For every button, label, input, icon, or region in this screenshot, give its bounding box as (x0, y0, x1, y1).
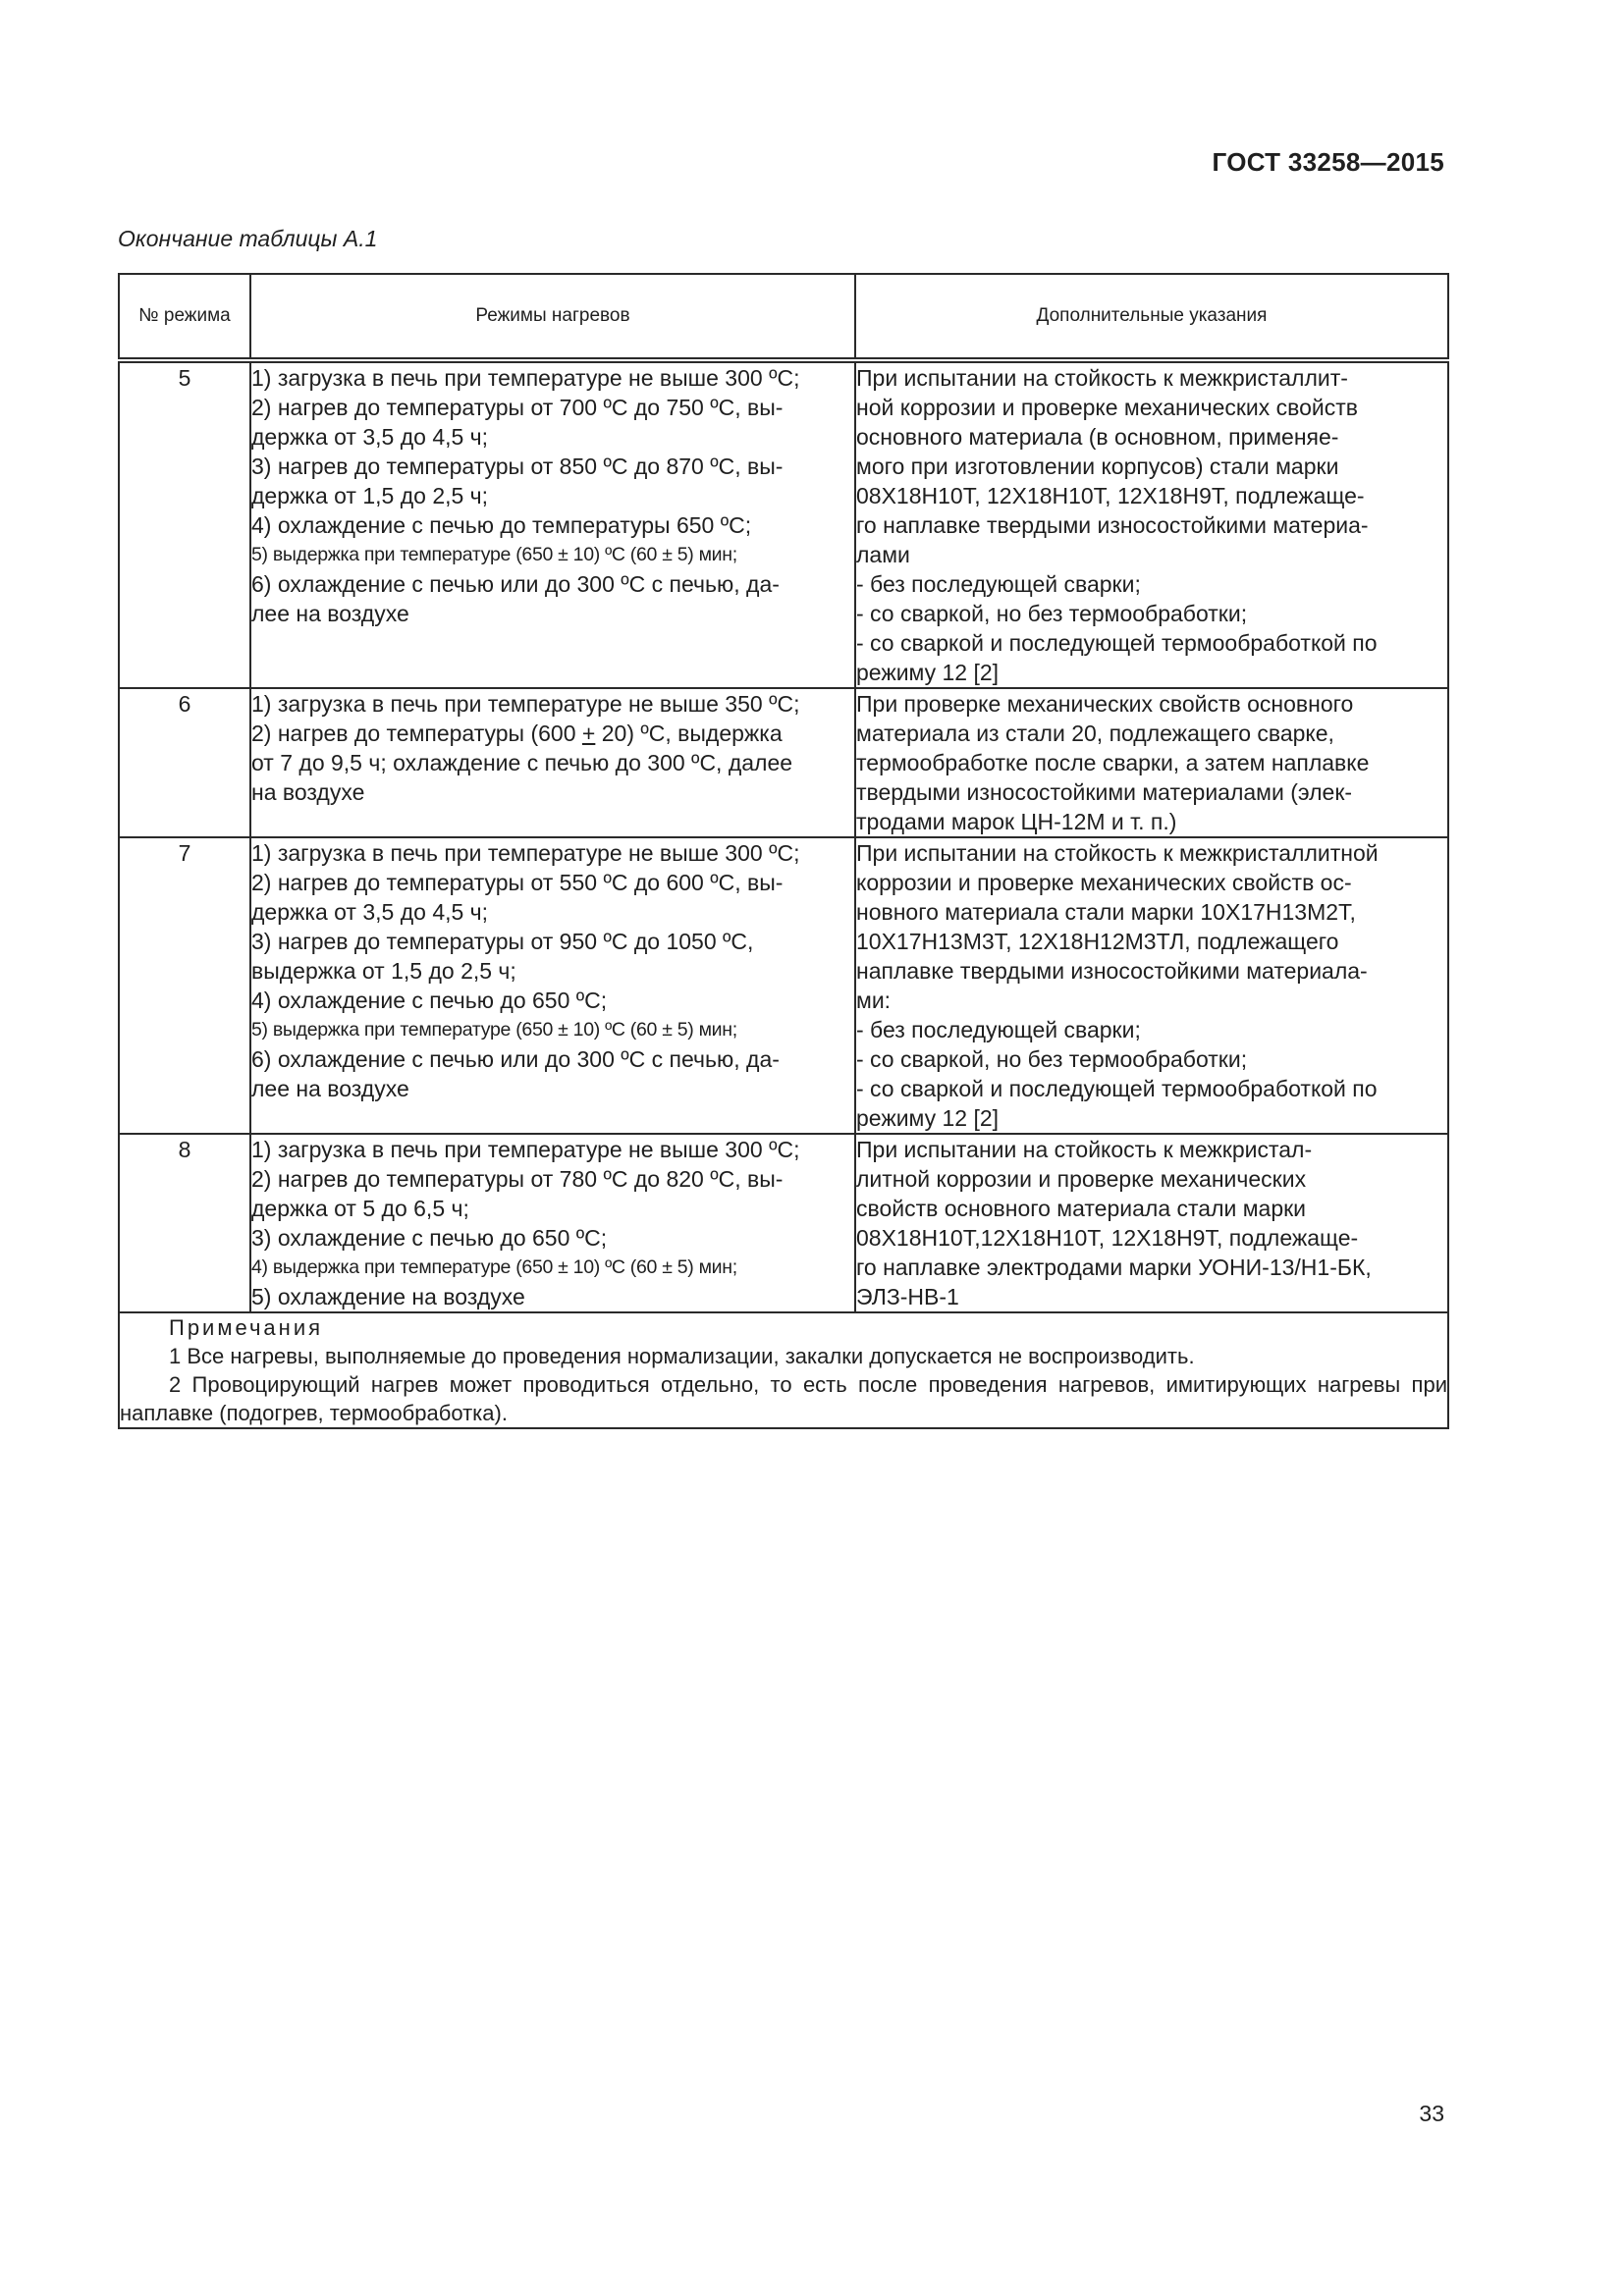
modes-line: 5) выдержка при температуре (650 ± 10) ºС (60 ± 5) мин; (251, 1019, 737, 1041)
column-header-notes: Дополнительные указания (855, 274, 1448, 360)
modes-line: от 7 до 9,5 ч; охлаждение с печью до 300 ºС, далее (251, 750, 793, 775)
modes-line: 3) нагрев до температуры от 950 ºС до 1050 ºС, (251, 929, 754, 954)
notes-line: коррозии и проверке механических свойств ос- (856, 870, 1352, 895)
modes-line-text: 20) ºС, выдержка (595, 721, 783, 746)
remarks-cell (119, 1312, 1448, 1428)
notes-line: При проверке механических свойств основного (856, 691, 1354, 717)
modes-line: держка от 1,5 до 2,5 ч; (251, 483, 489, 508)
modes-line: 4) охлаждение с печью до температуры 650 ºС; (251, 512, 752, 538)
modes-line: 1) загрузка в печь при температуре не выше 300 ºС; (251, 365, 800, 391)
notes-line: твердыми износостойкими материалами (элек- (856, 779, 1353, 805)
additional-notes-cell (855, 1134, 1448, 1312)
notes-line: - со сваркой, но без термообработки; (856, 601, 1248, 626)
table-row (119, 360, 1448, 688)
mode-number: 7 (119, 837, 250, 1134)
notes-line: лами (856, 542, 910, 567)
notes-line: термообработке после сварки, а затем наплавке (856, 750, 1370, 775)
notes-line: тродами марок ЦН-12М и т. п.) (856, 809, 1177, 834)
notes-line: ЭЛЗ-НВ-1 (856, 1284, 959, 1309)
modes-line: 5) охлаждение на воздухе (251, 1284, 525, 1309)
notes-line: свойств основного материала стали марки (856, 1196, 1307, 1221)
additional-notes-cell (855, 837, 1448, 1134)
notes-line: - со сваркой и последующей термообработкой по (856, 630, 1378, 656)
remarks-row (119, 1312, 1448, 1428)
remark-item: 2 Провоцирующий нагрев может проводиться отдельно, то есть после проведения нагревов, имитирующих нагревы при наплавке (подогрев, термообработка). (120, 1372, 1447, 1425)
mode-number: 5 (119, 360, 250, 688)
heating-modes-cell (250, 360, 855, 688)
notes-line: основного материала (в основном, применяе- (856, 424, 1339, 450)
notes-line: наплавке твердыми износостойкими материала- (856, 958, 1368, 984)
notes-line: новного материала стали марки 10Х17Н13М2Т, (856, 899, 1356, 925)
table-row (119, 1134, 1448, 1312)
modes-line: 5) выдержка при температуре (650 ± 10) ºС (60 ± 5) мин; (251, 544, 737, 565)
notes-line: - без последующей сварки; (856, 571, 1141, 597)
modes-line: держка от 3,5 до 4,5 ч; (251, 424, 489, 450)
heat-modes-table (118, 273, 1449, 1429)
modes-line: 3) нагрев до температуры от 850 ºС до 870 ºС, вы- (251, 454, 784, 479)
remark-item: 1 Все нагревы, выполняемые до проведения нормализации, закалки допускается не воспроизводить. (169, 1344, 1195, 1368)
modes-line: 2) нагрев до температуры от 700 ºС до 750 ºС, вы- (251, 395, 784, 420)
modes-line: 1) загрузка в печь при температуре не выше 350 ºС; (251, 691, 800, 717)
notes-line: 08Х18Н10Т,12Х18Н10Т, 12Х18Н9Т, подлежаще- (856, 1225, 1359, 1251)
notes-line: ми: (856, 988, 892, 1013)
modes-line: 1) загрузка в печь при температуре не выше 300 ºС; (251, 1137, 800, 1162)
notes-line: - без последующей сварки; (856, 1017, 1141, 1042)
notes-line: режиму 12 [2] (856, 1105, 1000, 1131)
notes-line: - со сваркой, но без термообработки; (856, 1046, 1248, 1072)
notes-line: 08Х18Н10Т, 12Х18Н10Т, 12Х18Н9Т, подлежаще- (856, 483, 1365, 508)
plus-minus-sign: + (581, 721, 596, 746)
heating-modes-cell (250, 837, 855, 1134)
modes-line: держка от 3,5 до 4,5 ч; (251, 899, 489, 925)
notes-line: 10Х17Н13М3Т, 12Х18Н12М3ТЛ, подлежащего (856, 929, 1339, 954)
table-caption: Окончание таблицы А.1 (118, 226, 378, 251)
table-row (119, 837, 1448, 1134)
notes-line: режиму 12 [2] (856, 660, 1000, 685)
page-number: 33 (1419, 2101, 1444, 2126)
modes-line-text: 2) нагрев до температуры (600 (251, 721, 582, 746)
additional-notes-cell (855, 360, 1448, 688)
table-header-row (119, 274, 1448, 360)
heating-modes-cell (250, 1134, 855, 1312)
modes-line: 6) охлаждение с печью или до 300 ºС с печью, да- (251, 1046, 780, 1072)
modes-line: выдержка от 1,5 до 2,5 ч; (251, 958, 516, 984)
mode-number: 8 (119, 1134, 250, 1312)
notes-line: При испытании на стойкость к межкристаллитной (856, 840, 1379, 866)
modes-line: 3) охлаждение с печью до 650 ºС; (251, 1225, 608, 1251)
modes-line: лее на воздухе (251, 1076, 409, 1101)
table-row (119, 688, 1448, 837)
notes-line: литной коррозии и проверке механических (856, 1166, 1307, 1192)
modes-line: на воздухе (251, 779, 365, 805)
column-header-modes: Режимы нагревов (250, 274, 855, 360)
notes-line: ной коррозии и проверке механических свойств (856, 395, 1359, 420)
column-header-number: № режима (119, 274, 250, 360)
modes-line: 4) выдержка при температуре (650 ± 10) ºС (60 ± 5) мин; (251, 1256, 737, 1278)
mode-number: 6 (119, 688, 250, 837)
notes-line: го наплавке твердыми износостойкими материа- (856, 512, 1369, 538)
notes-line: - со сваркой и последующей термообработкой по (856, 1076, 1378, 1101)
modes-line: держка от 5 до 6,5 ч; (251, 1196, 469, 1221)
notes-line: материала из стали 20, подлежащего сварке, (856, 721, 1334, 746)
notes-line: го наплавке электродами марки УОНИ-13/Н1-БК, (856, 1255, 1372, 1280)
modes-line: 6) охлаждение с печью или до 300 ºС с печью, да- (251, 571, 780, 597)
modes-line: 2) нагрев до температуры от 550 ºС до 600 ºС, вы- (251, 870, 784, 895)
notes-line: При испытании на стойкость к межкристаллит- (856, 365, 1348, 391)
notes-line: мого при изготовлении корпусов) стали марки (856, 454, 1339, 479)
modes-line: 2) нагрев до температуры от 780 ºС до 820 ºС, вы- (251, 1166, 784, 1192)
modes-line (251, 719, 854, 748)
modes-line: 4) охлаждение с печью до 650 ºС; (251, 988, 608, 1013)
notes-line: При испытании на стойкость к межкристал- (856, 1137, 1313, 1162)
remarks-title: Примечания (169, 1315, 324, 1340)
heating-modes-cell (250, 688, 855, 837)
modes-line: 1) загрузка в печь при температуре не выше 300 ºС; (251, 840, 800, 866)
document-code: ГОСТ 33258—2015 (1212, 147, 1444, 177)
additional-notes-cell (855, 688, 1448, 837)
modes-line: лее на воздухе (251, 601, 409, 626)
